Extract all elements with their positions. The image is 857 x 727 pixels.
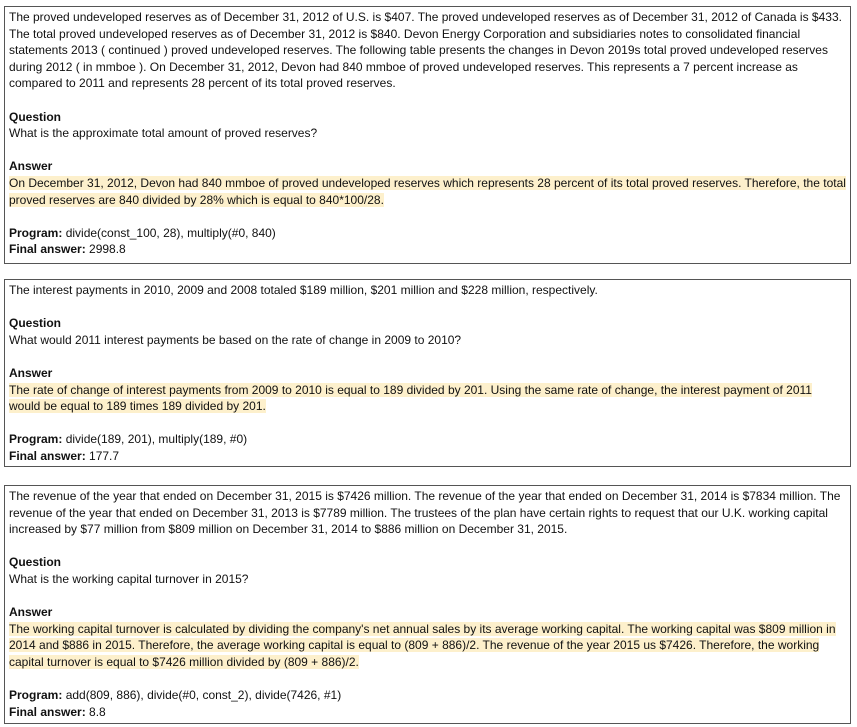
context-text: The revenue of the year that ended on December 31, 2015 is $7426 million. The revenue of the year that ended on December 31, 2014 is $7834 million. The revenue of the year that ended on December 31, 2013 is $7789 million. The trustees of the plan have certain rights to request that our U.K. working capital increased by $77 million from $809 million on December 31, 2014 to $886 million on December 31, 2015. [9,489,841,537]
question-text: What is the working capital turnover in 2015? [9,571,249,586]
program-label: Program: [9,225,63,240]
program-line [9,687,850,704]
question-label: Question [9,555,62,570]
question-label: Question [9,316,62,331]
answer-label: Answer [9,605,53,620]
answer-paragraph [9,621,850,671]
final-answer-label: Final answer: [9,704,86,719]
program-text: divide(const_100, 28), multiply(#0, 840) [65,225,276,240]
context-text: The proved undeveloped reserves as of December 31, 2012 of U.S. is $407. The proved undeveloped reserves as of December 31, 2012 of Canada is $433. The total proved undeveloped reserves as of December 31, 2012 is $840. Devon Energy Corporation and subsidiaries notes to consolidated financial statements 2013 ( continued ) proved undeveloped reserves. The following table presents the changes in Devon 2019s total proved undeveloped reserves during 2012 ( in mmboe ). On December 31, 2012, Devon had 840 mmboe of proved undeveloped reserves. This represents a 7 percent increase as compared to 2011 and represents 28 percent of its total proved reserves. [9,10,842,91]
context-text: The interest payments in 2010, 2009 and 2008 totaled $189 million, $201 million and $228 million, respectively. [9,283,598,297]
answer-text: The rate of change of interest payments from 2009 to 2010 is equal to 189 divided by 201. Using the same rate of change, the interest payment of 2011 would be equal to 189 times 189 divided by 201. [9,382,812,414]
program-label: Program: [9,688,63,703]
question-label: Question [9,109,62,124]
program-label: Program: [9,432,63,447]
final-answer-line [9,704,850,721]
question-text: What would 2011 interest payments be based on the rate of change in 2009 to 2010? [9,332,462,347]
answer-text: The working capital turnover is calculated by dividing the company's net annual sales by its average working capital. The working capital was $809 million in 2014 and $886 in 2015. Therefore, the average working capital is equal to (809 + 886)/2. The revenue of the year 2015 us $7426. Therefore, the working capital turnover is equal to $7426 million divided by (809 + 886)/2. [9,621,836,669]
final-answer-label: Final answer: [9,448,86,463]
qa-card-1 [4,6,851,264]
final-answer-value: 177.7 [89,448,120,463]
qa-card-2 [4,279,851,467]
final-answer-line [9,241,850,258]
program-text: add(809, 886), divide(#0, const_2), divide(7426, #1) [65,688,342,703]
program-line [9,225,850,242]
program-text: divide(189, 201), multiply(189, #0) [65,432,248,447]
final-answer-value: 2998.8 [89,242,126,257]
answer-paragraph [9,175,850,208]
final-answer-label: Final answer: [9,242,86,257]
qa-card-3 [4,485,851,724]
answer-label: Answer [9,365,53,380]
final-answer-line [9,448,850,465]
final-answer-value: 8.8 [89,704,106,719]
answer-paragraph [9,382,850,415]
answer-label: Answer [9,159,53,174]
question-text: What is the approximate total amount of proved reserves? [9,126,318,141]
answer-text: On December 31, 2012, Devon had 840 mmboe of proved undeveloped reserves which represents 28 percent of its total proved reserves. Therefore, the total proved reserves are 840 divided by 28% which is equal to 840*100/28. [9,175,846,207]
program-line [9,431,850,448]
